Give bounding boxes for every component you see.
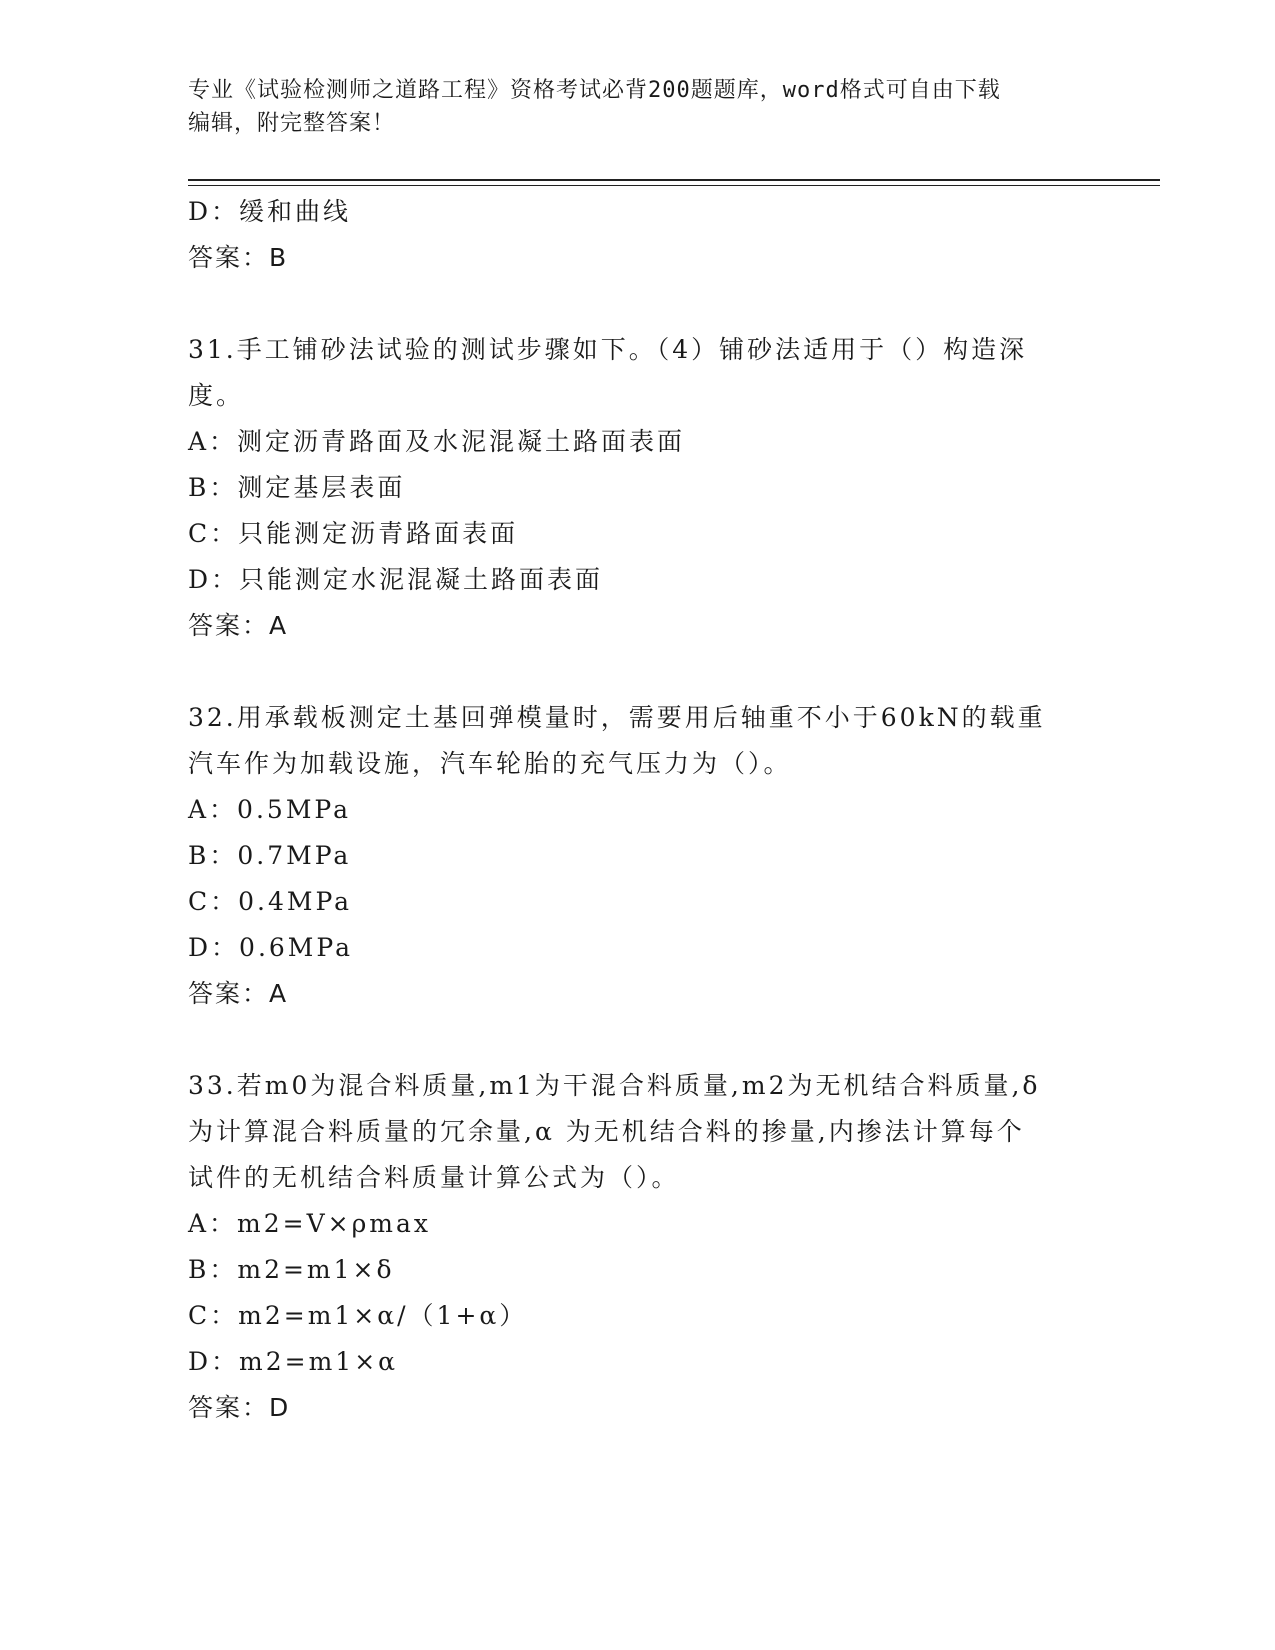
option-b: B：m2=m1×δ — [188, 1255, 395, 1284]
header-divider — [188, 179, 1160, 181]
option-c: C：只能测定沥青路面表面 — [188, 519, 519, 548]
option-a: A：0.5MPa — [188, 795, 352, 824]
question-stem-line: 试件的无机结合料质量计算公式为（）。 — [188, 1163, 680, 1192]
spacer — [188, 1017, 1088, 1063]
page-header — [188, 74, 1088, 140]
question-stem-line: 31.手工铺砂法试验的测试步骤如下。（4）铺砂法适用于（）构造深 — [188, 335, 1028, 364]
prev-answer: 答案：B — [188, 243, 289, 272]
answer: 答案：D — [188, 1393, 291, 1422]
option-a: A：m2=V×ρmax — [188, 1209, 432, 1238]
answer: 答案：A — [188, 979, 289, 1008]
question-stem-line: 33.若m0为混合料质量,m1为干混合料质量,m2为无机结合料质量,δ — [188, 1071, 1041, 1100]
question-32 — [188, 695, 1088, 1017]
option-a: A：测定沥青路面及水泥混凝土路面表面 — [188, 427, 686, 456]
spacer — [188, 281, 1088, 327]
question-stem-line: 32.用承载板测定土基回弹模量时，需要用后轴重不小于60kN的载重 — [188, 703, 1046, 732]
option-c: C：0.4MPa — [188, 887, 353, 916]
answer: 答案：A — [188, 611, 289, 640]
document-body — [188, 189, 1088, 1431]
question-stem-line: 度。 — [188, 381, 245, 410]
option-d: D：只能测定水泥混凝土路面表面 — [188, 565, 604, 594]
header-line-1: 专业《试验检测师之道路工程》资格考试必背200题题库，word格式可自由下载 — [188, 78, 1001, 103]
option-b: B：测定基层表面 — [188, 473, 406, 502]
header-divider-thin — [188, 185, 1160, 186]
spacer — [188, 649, 1088, 695]
question-31 — [188, 327, 1088, 649]
option-d: D：0.6MPa — [188, 933, 354, 962]
question-stem-line: 为计算混合料质量的冗余量,α 为无机结合料的掺量,内掺法计算每个 — [188, 1117, 1025, 1146]
option-c: C：m2=m1×α/（1+α） — [188, 1301, 528, 1330]
header-line-2: 编辑，附完整答案！ — [188, 111, 396, 136]
question-33 — [188, 1063, 1088, 1431]
option-d: D：m2=m1×α — [188, 1347, 399, 1376]
option-b: B：0.7MPa — [188, 841, 352, 870]
prev-option-d: D：缓和曲线 — [188, 197, 352, 226]
question-stem-line: 汽车作为加载设施，汽车轮胎的充气压力为（）。 — [188, 749, 792, 778]
